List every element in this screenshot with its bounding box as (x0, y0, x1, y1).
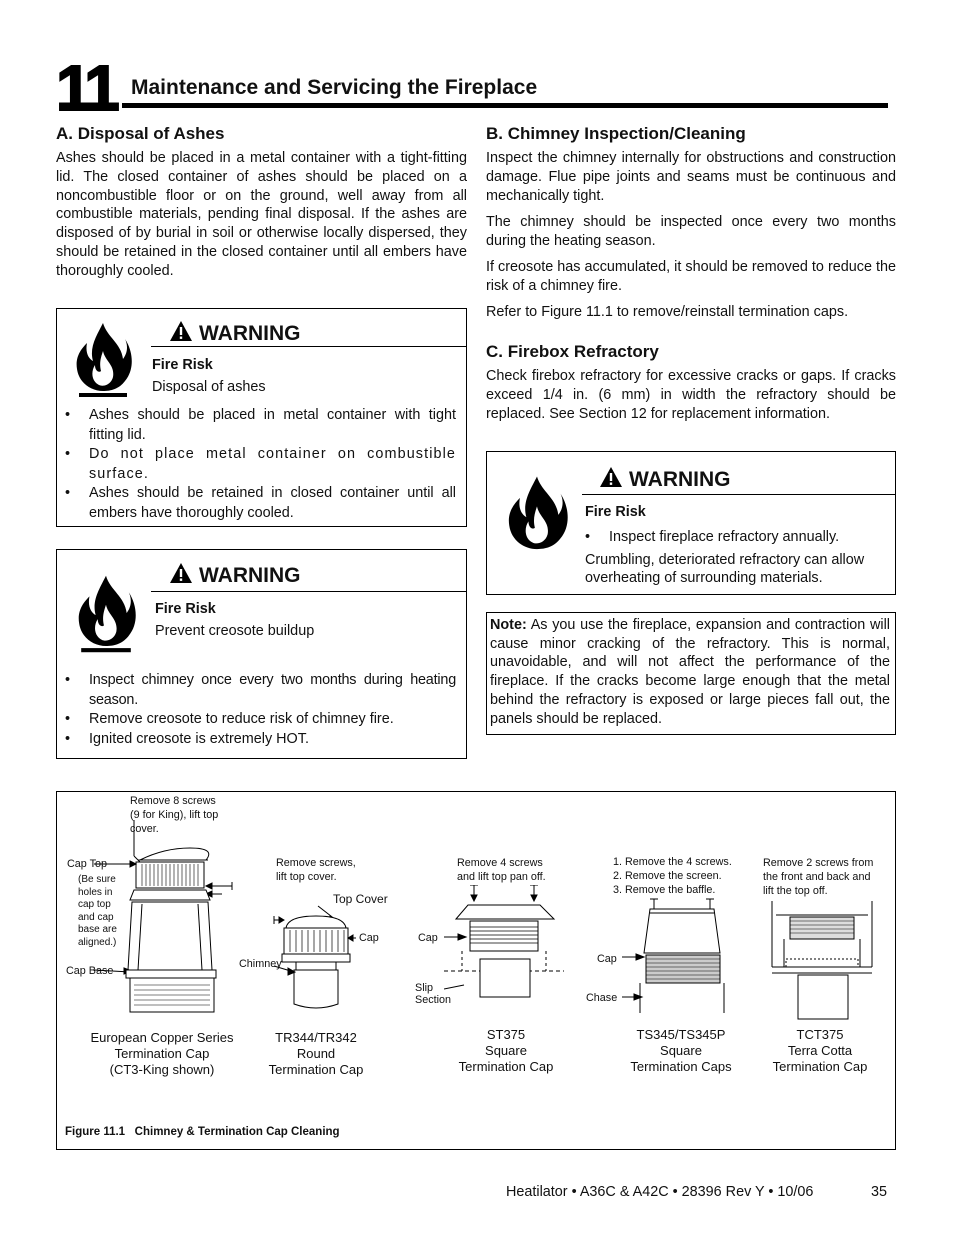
round-cap-drawing (268, 900, 364, 1010)
warning-risk: Fire Risk (152, 357, 213, 373)
chimney-label: Chimney (239, 958, 282, 970)
ts345-cap-drawing (620, 895, 730, 1015)
ts345-cap-label: Cap (597, 953, 617, 965)
tct375-instructions: Remove 2 screws from the front and back and lift the top off. (763, 857, 874, 897)
warning-triangle-icon (599, 466, 623, 488)
section-b-para: Inspect the chimney internally for obstructions and construction damage. Flue pipe joints and seams must be continuous and mechanically tight. (486, 150, 896, 204)
list-item: • Inspect fireplace refractory annually. (585, 528, 889, 548)
page-number: 35 (871, 1184, 888, 1200)
warning-title: WARNING (169, 320, 301, 346)
european-instructions: Remove 8 screws (9 for King), lift top cover. (130, 795, 219, 835)
european-caption: European Copper Series Termination Cap (CT3-King shown) (90, 1030, 234, 1077)
list-item: • Ignited creosote is extremely HOT. (65, 730, 456, 750)
section-b-para: The chimney should be inspected once every two months during the heating season. (486, 214, 896, 249)
section-c-heading: C. Firebox Refractory (486, 342, 659, 361)
round-caption: TR344/TR342 Round Termination Cap (268, 1030, 364, 1077)
st375-instructions: Remove 4 screws and lift top pan off. (457, 857, 546, 883)
round-cap-label: Cap (359, 932, 379, 944)
section-a-text: Ashes should be placed in a metal container with a tight-fitting lid. The closed container of ashes should be placed on a noncombustible floor or on the ground, well away from all combustible materials, pending final disposal. If the ashes are disposed of by burial in soil or otherwise locally dispersed, they should be retained in the closed container until all embers have thoroughly cooled. (56, 150, 467, 279)
warning-risk: Fire Risk (155, 601, 216, 617)
section-b-para: If creosote has accumulated, it should be removed to reduce the risk of a chimney fire. (486, 259, 896, 294)
section-c-text: Check firebox refractory for excessive cracks or gaps. If cracks exceed 1/4 in. (6 mm) in width the refractory should be replaced. See Section 12 for replacement information. (486, 368, 896, 422)
list-item: • Do not place metal container on combustible surface. (65, 445, 456, 484)
warning-bullets (585, 528, 889, 548)
warning-box-ashes (56, 308, 467, 527)
chapter-title: Maintenance and Servicing the Fireplace (131, 76, 538, 99)
title-rule (122, 103, 888, 108)
warning-triangle-icon (169, 320, 193, 342)
note-box (486, 612, 896, 735)
warning-triangle-icon (169, 562, 193, 584)
section-b-heading: B. Chimney Inspection/Cleaning (486, 124, 746, 143)
chapter-number: 11 (56, 52, 116, 124)
section-b-para: Refer to Figure 11.1 to remove/reinstall termination caps. (486, 304, 849, 320)
top-cover-label: Top Cover (333, 892, 388, 906)
european-cap-drawing (94, 820, 244, 1025)
fire-icon (505, 468, 569, 564)
warning-subtitle: Prevent creosote buildup (155, 623, 315, 639)
chase-label: Chase (586, 992, 618, 1004)
alignment-note: (Be sure holes in cap top and cap base are aligned.) (78, 874, 117, 948)
tct375-caption: TCT375 Terra Cotta Termination Cap (772, 1027, 868, 1074)
cap-base-label: Cap Base (66, 965, 114, 977)
list-item: • Ashes should be placed in metal container with tight fitting lid. (65, 406, 456, 445)
warning-title: WARNING (599, 466, 731, 492)
round-instructions: Remove screws, lift top cover. (276, 857, 356, 883)
warning-bullets (65, 406, 456, 523)
st375-cap-drawing (444, 885, 564, 1015)
figure-caption: Figure 11.1 Chimney & Termination Cap Cleaning (65, 1126, 340, 1138)
footer-text: Heatilator • A36C & A42C • 28396 Rev Y • 10/06 (506, 1184, 814, 1200)
list-item: • Inspect chimney once every two months during heating season. (65, 671, 456, 710)
ts345-instructions: 1. Remove the 4 screws. 2. Remove the screen. 3. Remove the baffle. (613, 856, 732, 896)
warning-bullets (65, 671, 456, 749)
warning-subtitle: Disposal of ashes (152, 379, 266, 395)
warning-box-creosote (56, 549, 467, 759)
cap-top-label: Cap Top (67, 858, 108, 870)
st375-caption: ST375 Square Termination Cap (458, 1027, 554, 1074)
slip-section-label: Slip Section (415, 982, 452, 1006)
warning-box-refractory (486, 451, 896, 595)
warning-title: WARNING (169, 562, 301, 588)
section-a-heading: A. Disposal of Ashes (56, 124, 225, 143)
note-text: Note: As you use the fireplace, expansion and contraction will cause minor cracking of the refractory. This is normal, unavoidable, and will not affect the performance of the fireplace. If the cracks become large enough that the metal behind the refractory is exposed or large pieces fall out, the panels should be replaced. (490, 617, 890, 727)
fire-icon (75, 566, 137, 662)
tct375-cap-drawing (764, 895, 880, 1020)
list-item: • Ashes should be retained in closed container until all embers have thoroughly cooled. (65, 484, 456, 523)
list-item: • Remove creosote to reduce risk of chimney fire. (65, 710, 456, 730)
st375-cap-label: Cap (418, 932, 438, 944)
warning-text: Crumbling, deteriorated refractory can allow overheating of surrounding materials. (585, 552, 865, 586)
ts345-caption: TS345/TS345P Square Termination Caps (630, 1027, 732, 1074)
fire-icon (73, 321, 133, 399)
warning-risk: Fire Risk (585, 504, 646, 520)
